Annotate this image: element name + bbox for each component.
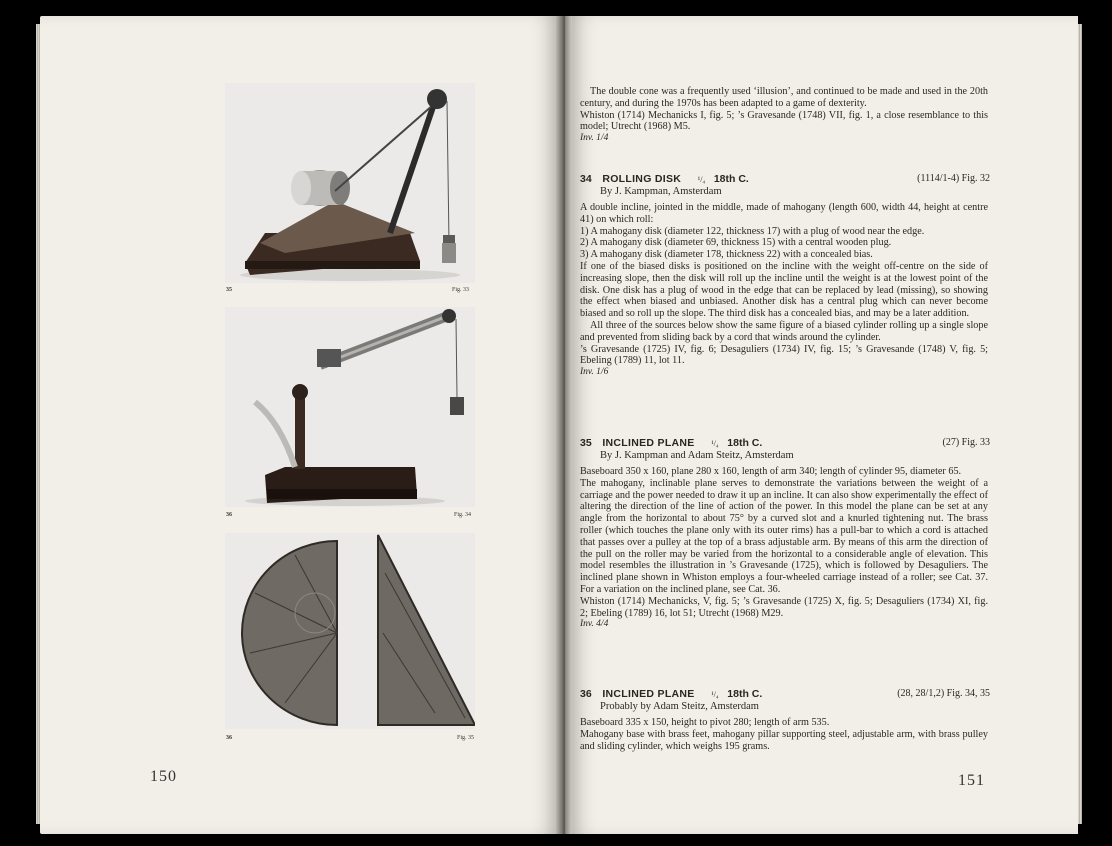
entry-36-body (580, 717, 988, 752)
book-gutter (556, 16, 572, 834)
entry-paragraph: A double incline, jointed in the middle, made of mahogany (length 600, width 44, height at centre 41) on which roll: (580, 202, 988, 225)
photo-rolling-disk (225, 83, 475, 283)
photo-inclined-plane (225, 307, 475, 507)
entry-title: INCLINED PLANE (602, 688, 695, 700)
entry-number: 36 (580, 688, 592, 700)
entry-paragraph: 3) A mahogany disk (diameter 178, thickness 22) with a concealed bias. (580, 249, 873, 261)
quadrant-plates-illustration (225, 533, 475, 729)
intro-inventory: Inv. 1/4 (580, 133, 609, 144)
entry-maker: By J. Kampman and Adam Steitz, Amsterdam (600, 450, 794, 461)
entry-paragraph: Baseboard 335 x 150, height to pivot 280; length of arm 535. (580, 717, 830, 728)
entry-number: 34 (580, 173, 592, 185)
entry-paragraph: Mahogany base with brass feet, mahogany pillar supporting steel, adjustable arm, with brass pulley and sliding cylinder, which weighs 195 grams. (580, 728, 988, 752)
entry-scale: ¹/₄ (697, 175, 706, 184)
entry-35-header (580, 437, 990, 463)
intro-references: Whiston (1714) Mechanicks I, fig. 5; ’s Gravesande (1748) VII, fig. 1, a close resemblance to this model; Utrecht (1968) M5. (580, 109, 988, 133)
photo-caption-number: 36 (226, 735, 232, 741)
entry-scale: ¹/₄ (711, 439, 719, 448)
entry-paragraph: If one of the biased disks is positioned on the incline with the weight off-centre on the side of increasing slope, then the disk will roll up the incline until the weight is at the lowest point of the disk. One disk has a plug of wood in the edge that can be replaced by lead (missing), so showing the effect when biased and unbiased. Another disk has a central plug which can never become biased and so roll up the slope. The third disk has a concealed bias, and may be a later addition. (580, 260, 988, 320)
entry-inventory: Inv. 1/6 (580, 367, 609, 378)
photo-caption-figure: Fig. 34 (454, 512, 472, 518)
entry-paragraph: 1) A mahogany disk (diameter 122, thickness 17) with a plug of wood near the edge. (580, 225, 925, 237)
entry-35-body (580, 466, 988, 631)
rolling-disk-illustration (225, 83, 475, 283)
entry-36-header (580, 688, 990, 714)
entry-paragraph: Whiston (1714) Mechanicks, V, fig. 5; ’s Gravesande (1725) X, fig. 5; Desaguliers (1734) XI, fig. 2; Ebeling (1789) 16, lot 51; Utrecht (1968) M29. (580, 595, 988, 619)
intro-paragraph: The double cone was a frequently used ‘illusion’, and continued to be made and used in the 20th century, and during the 1970s has been adapted to a game of dexterity. (580, 86, 988, 109)
photo-caption-number: 35 (226, 287, 232, 293)
photo-caption-figure: Fig. 35 (457, 735, 475, 741)
entry-34-header (580, 173, 990, 199)
entry-paragraph: Baseboard 350 x 160, plane 280 x 160, length of arm 340; length of cylinder 95, diameter 65. (580, 466, 962, 477)
entry-reference: (28, 28/1,2) Fig. 34, 35 (897, 688, 990, 699)
entry-century: 18th C. (713, 173, 749, 185)
entry-paragraph: The mahogany, inclinable plane serves to demonstrate the variations between the weight of a carriage and the power needed to draw it up an incline. It can also show experimentally the effect of altering the direction of the line of action of the power. In this model the plane can be set at any angle from the horizontal to about 75° by a curved slot and a knurled tightening nut. The brass roller (which touches the plane only with its outer rims) has a pull-bar to which a cord is attached that passes over a pulley at the top of a brass adjustable arm. By means of this arm the direction of the pull on the roller may be varied from the horizontal to a considerable angle of elevation. This model resembles the illustration in ’s Gravesande (1725), which is followed by Desaguliers. The inclined plane shown in Whiston employs a four-wheeled carriage instead of a roller; see Cat. 37. For a variation on the inclined plane, see Cat. 36. (580, 477, 988, 595)
entry-number: 35 (580, 437, 592, 449)
photo-caption-figure: Fig. 33 (452, 287, 470, 293)
page-number-right: 151 (958, 772, 985, 789)
entry-maker: By J. Kampman, Amsterdam (600, 186, 722, 197)
inclined-plane-illustration (225, 307, 475, 507)
entry-century: 18th C. (727, 437, 763, 449)
entry-title: INCLINED PLANE (602, 437, 695, 449)
entry-reference: (27) Fig. 33 (942, 437, 990, 448)
entry-paragraph: All three of the sources below show the same figure of a biased cylinder rolling up a single slope and prevented from sliding back by a cord that winds around the cylinder. (580, 319, 988, 343)
entry-paragraph: ’s Gravesande (1725) IV, fig. 6; Desaguliers (1734) IV, fig. 15; ’s Gravesande (1748) V, fig. 5; Ebeling (1789) 11, lot 11. (580, 343, 988, 367)
photo-caption-number: 36 (226, 512, 232, 518)
entry-scale: ¹/₄ (711, 690, 719, 699)
entry-maker: Probably by Adam Steitz, Amsterdam (600, 701, 759, 712)
intro-block (580, 86, 988, 145)
photo-quadrant-plates (225, 533, 475, 729)
entry-paragraph: 2) A mahogany disk (diameter 69, thickness 15) with a central wooden plug. (580, 237, 892, 249)
entry-title: ROLLING DISK (602, 173, 682, 185)
entry-reference: (1114/1-4) Fig. 32 (917, 173, 990, 184)
entry-inventory: Inv. 4/4 (580, 619, 609, 630)
entry-34-body (580, 202, 988, 379)
page-number-left: 150 (150, 768, 177, 785)
entry-century: 18th C. (727, 688, 763, 700)
